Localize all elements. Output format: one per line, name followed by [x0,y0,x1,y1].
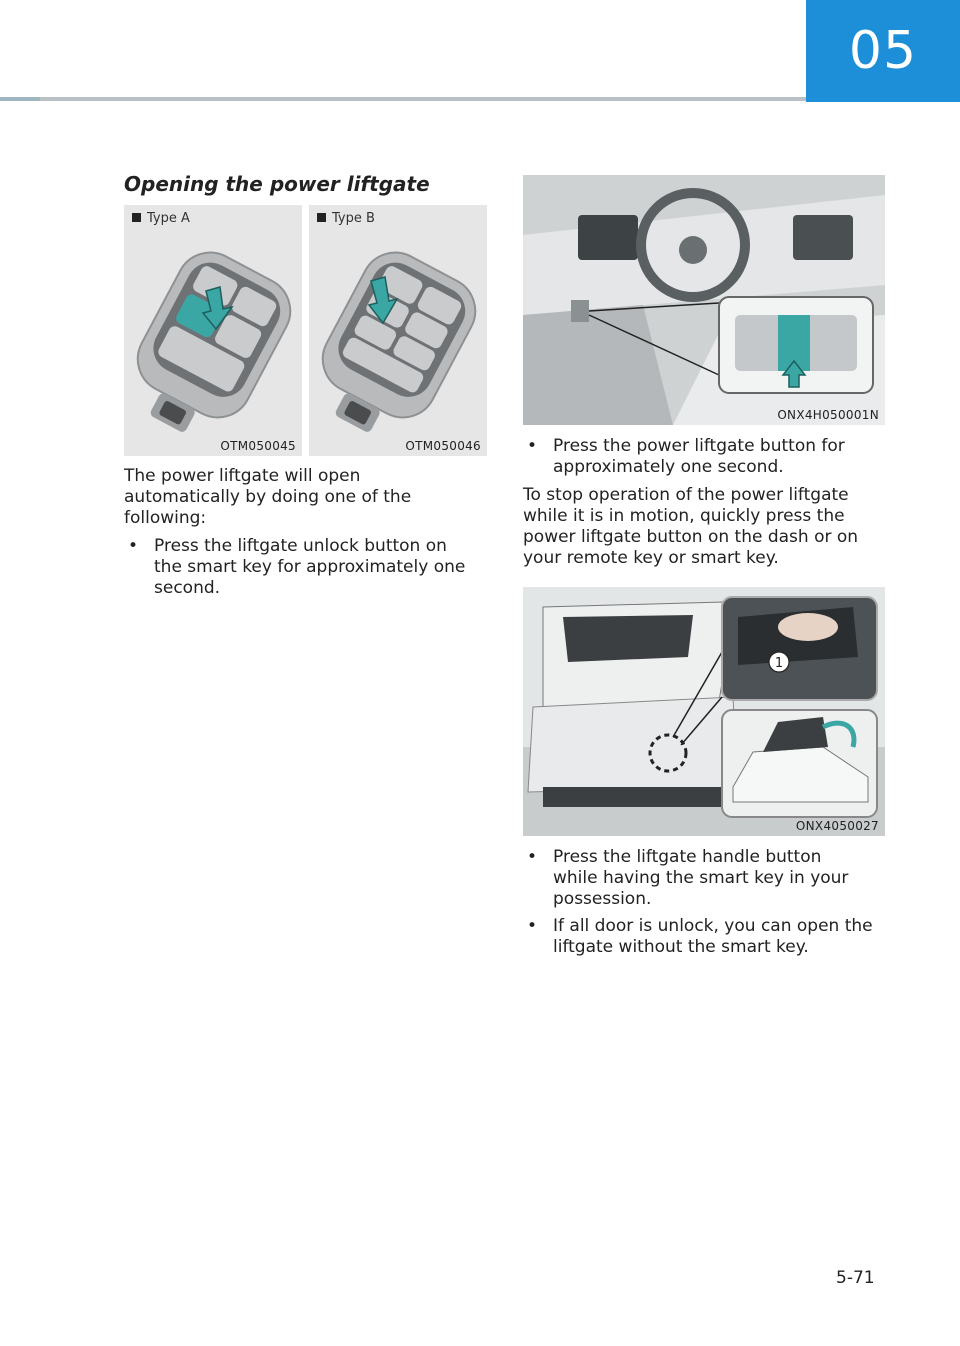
bullet-text: Press the power liftgate button for approximately one second. [553,436,845,477]
figure-code: OTM050045 [220,439,296,453]
figure-rear-liftgate [523,587,885,836]
header-rule-accent [0,97,40,101]
bullet-text: Press the liftgate handle button while having the smart key in your possession. [553,847,849,909]
figure-code: OTM050046 [405,439,481,453]
stop-paragraph: To stop operation of the power liftgate while it is in motion, quickly press the power liftgate button on the dash or on your remote key or smart key. [523,485,859,568]
bullet-dot: • [527,436,538,456]
callout-number: 1 [774,656,784,671]
bullet-dot: • [527,916,538,936]
page-number: 5-71 [836,1268,875,1288]
bullet-dot: • [128,536,139,556]
bullet-dot: • [527,847,538,867]
smart-key-illustration [309,205,487,456]
dashboard-illustration [523,175,885,425]
section-title: Opening the power liftgate [124,172,430,196]
intro-paragraph: The power liftgate will open automatically by doing one of the following: [124,466,412,528]
figure-label: Type B [317,211,375,226]
bullet-text: If all door is unlock, you can open the liftgate without the smart key. [553,916,873,957]
header-rule [0,97,806,101]
figure-key-type-b [309,205,487,456]
figure-code: ONX4H050001N [777,408,879,422]
figure-key-type-a [124,205,302,456]
figure-label: Type A [132,211,190,226]
smart-key-illustration [124,205,302,456]
figure-code: ONX4050027 [795,819,879,833]
figure-dashboard [523,175,885,425]
bullet-text: Press the liftgate unlock button on the smart key for approximately one second. [154,536,466,598]
chapter-tab: 05 [806,0,960,102]
rear-liftgate-illustration [523,587,885,836]
